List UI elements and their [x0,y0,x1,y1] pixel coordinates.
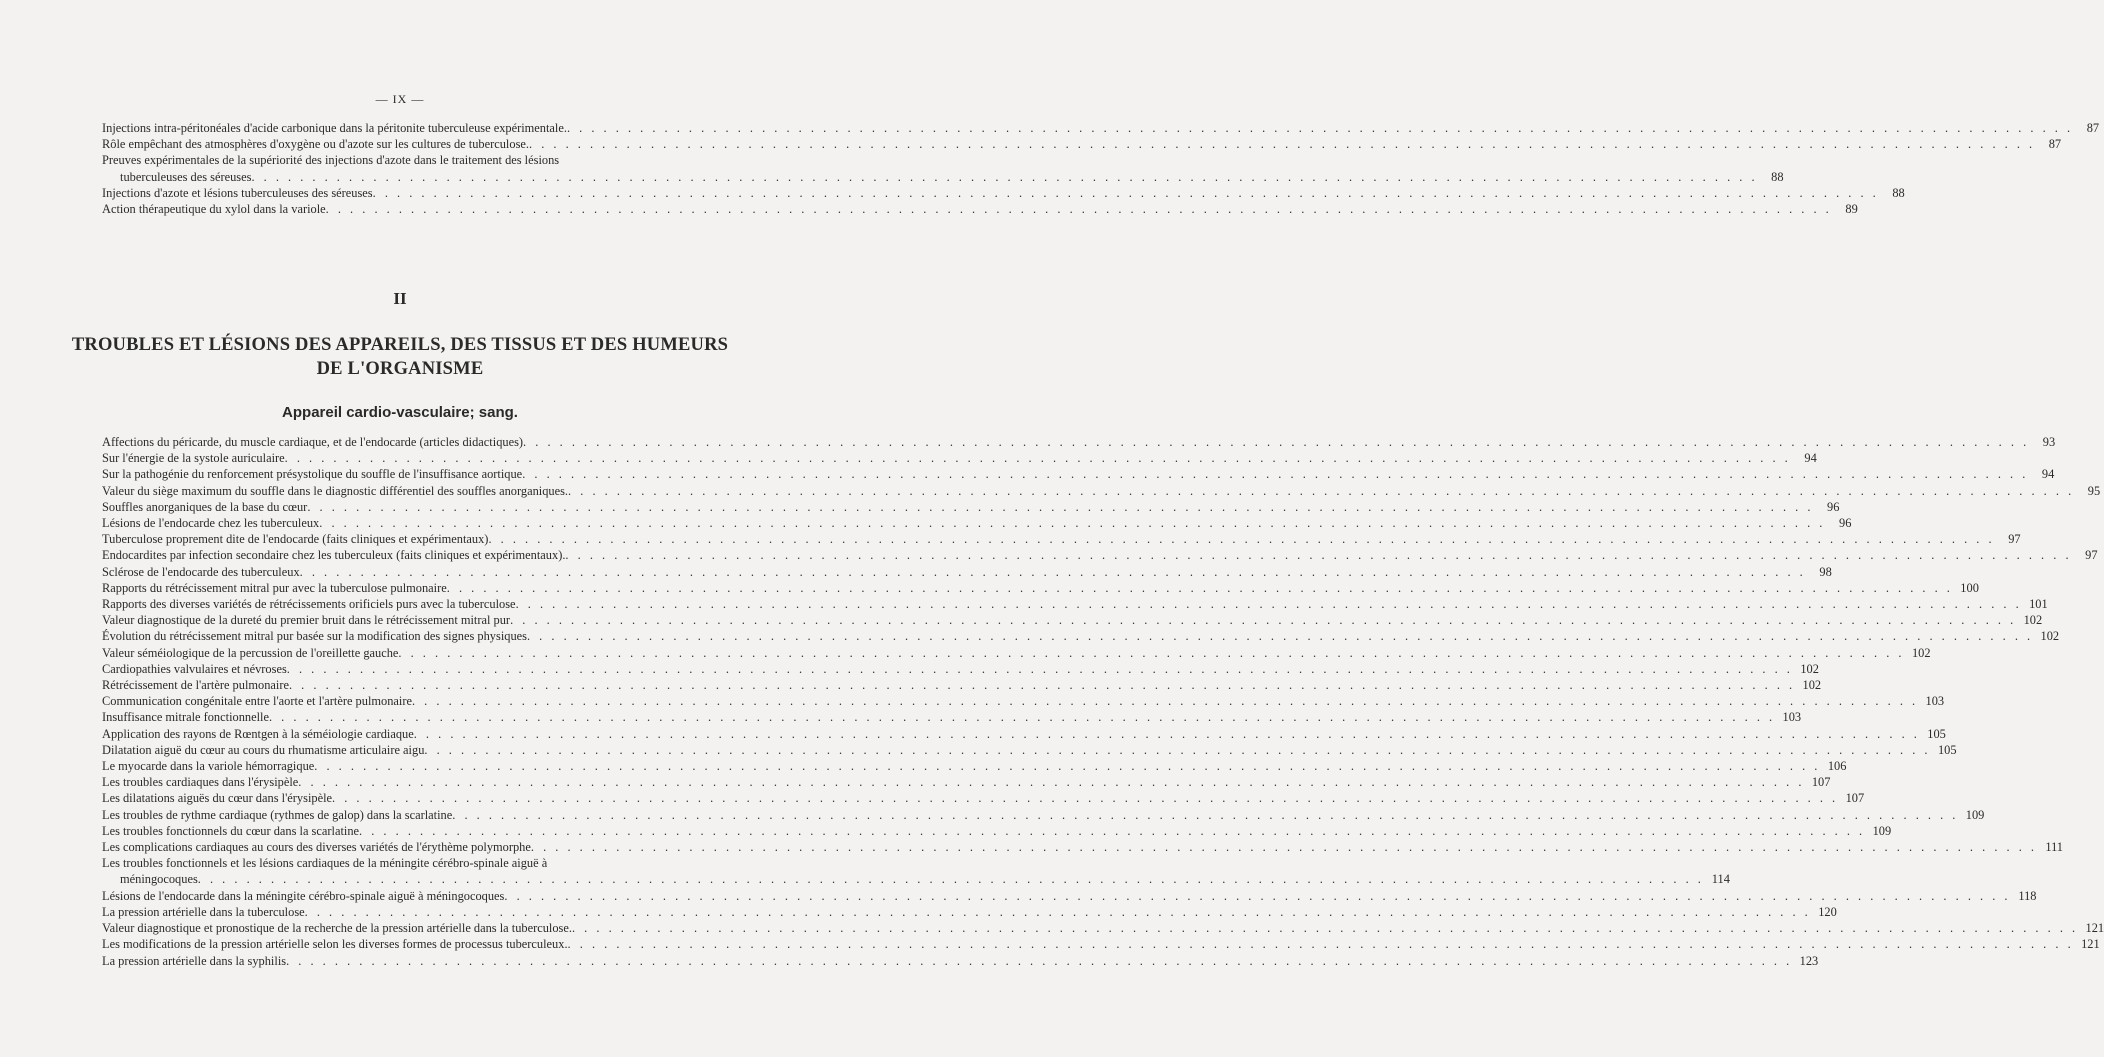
dot-leader [289,677,1795,693]
dot-leader [531,839,2037,855]
toc-entry [102,888,2037,904]
toc-entry-page: 87 [2086,121,2100,135]
toc-entry-title: Affections du péricarde, du muscle cardiaque, et de l'endocarde (articles didactiques) [102,435,524,449]
dot-leader [251,169,1757,185]
section-title-line1: TROUBLES ET LÉSIONS DES APPAREILS, DES TISSUS ET DES HUMEURS [71,335,729,355]
toc-entry-title: La pression artérielle dans la syphilis [102,953,287,968]
toc-entry [102,547,2098,563]
toc-entry-title: Sur la pathogénie du renforcement présystolique du souffle de l'insuffisance aortique [102,467,523,482]
toc-entry [102,483,2101,499]
toc-entry-page: 97 [2085,548,2098,563]
toc-entry-page: 94 [2041,467,2055,482]
toc-entry-page: 120 [1818,904,1837,919]
toc-entry-title: Insuffisance mitrale fonctionnelle [102,710,269,725]
toc-entry [102,596,2048,612]
dot-leader [314,758,1820,774]
toc-entry-page: 95 [2087,483,2101,498]
toc-entry-page: 102 [1911,645,1931,660]
toc-entry [102,515,1852,531]
toc-entry [102,709,1802,725]
toc-entry [102,953,1819,969]
toc-entry-title: Sclérose de l'endocarde des tuberculeux [102,564,300,579]
toc-entry-title: Rôle empêchant des atmosphères d'oxygène ou d'azote sur les cultures de tuberculose. [102,137,529,152]
toc-entry-page: 105 [1927,726,1946,741]
toc-entry-title: Les complications cardiaques au cours des diverses variétés de l'érythème polymorphe [102,840,531,855]
toc-entry [102,823,1892,839]
toc-entry-page: 89 [1845,202,1858,217]
toc-entry-page: 121 [2081,937,2100,952]
toc-entry-title: Les modifications de la pression artérielle selon les diverses formes de processus tuberculeux. [102,937,568,952]
dot-leader [568,936,2074,952]
toc-entry-title: Sur l'énergie de la systole auriculaire [102,451,285,466]
toc-entry-title: Lésions de l'endocarde chez les tuberculeux [102,516,320,531]
toc-entry-title: Évolution du rétrécissement mitral pur basée sur la modification des signes physiques [102,629,527,644]
toc-entry [102,758,1847,774]
dot-leader [424,742,1930,758]
toc-entry-page: 102 [1802,678,1822,693]
dot-leader [452,807,1958,823]
dot-leader [326,201,1832,217]
toc-entry-page: 88 [1771,169,1784,184]
toc-entry-title: Valeur diagnostique et pronostique de la recherche de la pression artérielle dans la tuberculose. [102,921,572,936]
toc-entry-page: 88 [1892,185,1905,200]
toc-entry-title: Souffles anorganiques de la base du cœur [102,499,308,514]
page-folio: — IX — [375,92,425,106]
toc-entry-title: Tuberculose proprement dite de l'endocarde (faits cliniques et expérimentaux) [102,532,489,547]
dot-leader [414,726,1920,742]
dot-leader [412,693,1918,709]
toc-entry [102,434,2056,450]
toc-entry-page: 121 [2085,921,2104,936]
section-subheading: Appareil cardio-vasculaire; sang. [282,404,518,421]
toc-entry-page: 118 [2018,888,2037,903]
toc-entry [102,677,1822,693]
toc-entry [102,693,1945,709]
toc-entry-title-continued: méningocoques [120,872,198,887]
dot-leader [332,790,1838,806]
toc-entry-page: 107 [1811,775,1831,790]
toc-entry-title: Rapports des diverses variétés de rétrécissements orificiels purs avec la tuberculose [102,597,516,612]
toc-entry [102,580,1979,596]
toc-main-list [102,434,2104,969]
toc-entry-title: Rapports du rétrécissement mitral pur avec la tuberculose pulmonaire [102,580,447,595]
dot-leader [373,185,1879,201]
dot-leader [300,564,1806,580]
toc-entry-title: Les troubles fonctionnels et les lésions cardiaques de la méningite cérébro-spinale aiguë à [102,856,548,871]
toc-entry-page: 111 [2045,840,2063,855]
section-title-line2: DE L'ORGANISME [316,359,484,379]
toc-entry-title: La pression artérielle dans la tuberculose [102,904,305,919]
toc-entry-title: Les dilatations aiguës du cœur dans l'érysipèle [102,791,333,806]
toc-entry-page: 114 [1711,872,1730,887]
toc-entry-page: 97 [2008,532,2021,547]
toc-entry-title: Application des rayons de Rœntgen à la séméiologie cardiaque [102,726,414,741]
dot-leader [568,483,2074,499]
toc-entry [102,726,1946,742]
toc-entry [102,531,2021,547]
toc-entry-page: 102 [2023,613,2043,628]
dot-leader [516,596,2022,612]
dot-leader [198,871,1704,887]
toc-entry-title: Preuves expérimentales de la supériorité des injections d'azote dans le traitement des lésions [102,153,560,168]
toc-entry-page: 101 [2029,597,2048,612]
toc-entry-page: 109 [1872,823,1892,838]
toc-entry [102,855,1730,887]
toc-entry-title: Endocardites par infection secondaire chez les tuberculeux (faits cliniques et expérimentaux). [102,548,566,563]
toc-entry-page: 98 [1819,564,1832,579]
toc-entry-title: Cardiopathies valvulaires et névroses [102,661,287,676]
toc-entry [102,790,1865,806]
dot-leader [523,434,2029,450]
dot-leader [447,580,1953,596]
dot-leader [398,645,1904,661]
toc-entry [102,152,1784,184]
section-title [0,333,800,381]
toc-entry-page: 102 [1800,661,1819,676]
toc-entry [102,120,2100,136]
dot-leader [488,531,1994,547]
toc-entry-page: 94 [1804,451,1817,466]
toc-entry-title: Dilatation aiguë du cœur au cours du rhumatisme articulaire aigu [102,742,425,757]
toc-entry-title: Valeur diagnostique de la dureté du premier bruit dans le rétrécissement mitral pur [102,613,511,628]
dot-leader [286,953,1792,969]
dot-leader [269,709,1775,725]
toc-entry-title-continued: tuberculeuses des séreuses [120,169,252,184]
toc-entry-page: 102 [2040,629,2060,644]
toc-entry [102,450,1817,466]
toc-entry [102,904,1837,920]
toc-entry [102,136,2062,152]
toc-entry [102,839,2063,855]
toc-entry-page: 87 [2048,137,2062,152]
toc-entry-page: 103 [1782,710,1802,725]
toc-entry [102,499,1840,515]
toc-entry-page: 109 [1965,807,1985,822]
toc-top-list [102,120,2100,217]
toc-entry [102,936,2100,952]
dot-leader [510,612,2016,628]
toc-entry-page: 106 [1827,759,1847,774]
toc-entry-title: Injections intra-péritonéales d'acide carbonique dans la péritonite tuberculeuse expérimentale. [102,121,567,135]
dot-leader [287,661,1793,677]
toc-entry-title: Les troubles fonctionnels du cœur dans la scarlatine [102,823,360,838]
dot-leader [285,450,1791,466]
toc-entry-title: Les troubles de rythme cardiaque (rythmes de galop) dans la scarlatine [102,807,453,822]
toc-entry-title: Communication congénitale entre l'aorte et l'artère pulmonaire [102,694,412,709]
toc-entry-title: Lésions de l'endocarde dans la méningite cérébro-spinale aiguë à méningocoques [102,888,505,903]
toc-entry [102,920,2104,936]
dot-leader [504,888,2010,904]
toc-entry-page: 123 [1799,953,1819,968]
toc-entry [102,185,1905,201]
toc-entry-title: Valeur du siège maximum du souffle dans le diagnostic différentiel des souffles anorganiques. [102,483,569,498]
dot-leader [298,774,1804,790]
toc-entry-page: 93 [2042,435,2056,449]
dot-leader [359,823,1865,839]
toc-entry-title: Les troubles cardiaques dans l'érysipèle [102,775,299,790]
dot-leader [529,136,2035,152]
dot-leader [572,920,2078,936]
toc-entry [102,742,1957,758]
toc-entry [102,628,2060,644]
toc-entry [102,807,1985,823]
dot-leader [567,120,2073,136]
dot-leader [527,628,2033,644]
toc-entry-page: 103 [1925,694,1945,709]
dot-leader [319,515,1825,531]
toc-entry-title: Valeur séméiologique de la percussion de l'oreillette gauche [102,645,399,660]
toc-entry-page: 96 [1839,516,1852,531]
toc-entry-title: Rétrécissement de l'artère pulmonaire [102,678,289,693]
toc-entry-title: Action thérapeutique du xylol dans la variole [102,202,326,217]
section-number: II [393,289,407,308]
toc-entry [102,645,1931,661]
toc-entry [102,201,1858,217]
toc-entry [102,564,1832,580]
toc-entry-page: 107 [1845,791,1865,806]
dot-leader [522,466,2028,482]
dot-leader [305,904,1811,920]
toc-entry-title: Injections d'azote et lésions tuberculeuses des séreuses [102,185,373,200]
toc-entry-page: 105 [1937,742,1957,757]
toc-entry [102,774,1831,790]
toc-entry [102,661,1819,677]
toc-entry [102,466,2055,482]
toc-entry-page: 96 [1827,499,1840,514]
dot-leader [565,547,2071,563]
toc-entry [102,612,2043,628]
toc-entry-page: 100 [1960,580,1979,595]
dot-leader [307,499,1813,515]
toc-entry-title: Le myocarde dans la variole hémorragique [102,759,315,774]
